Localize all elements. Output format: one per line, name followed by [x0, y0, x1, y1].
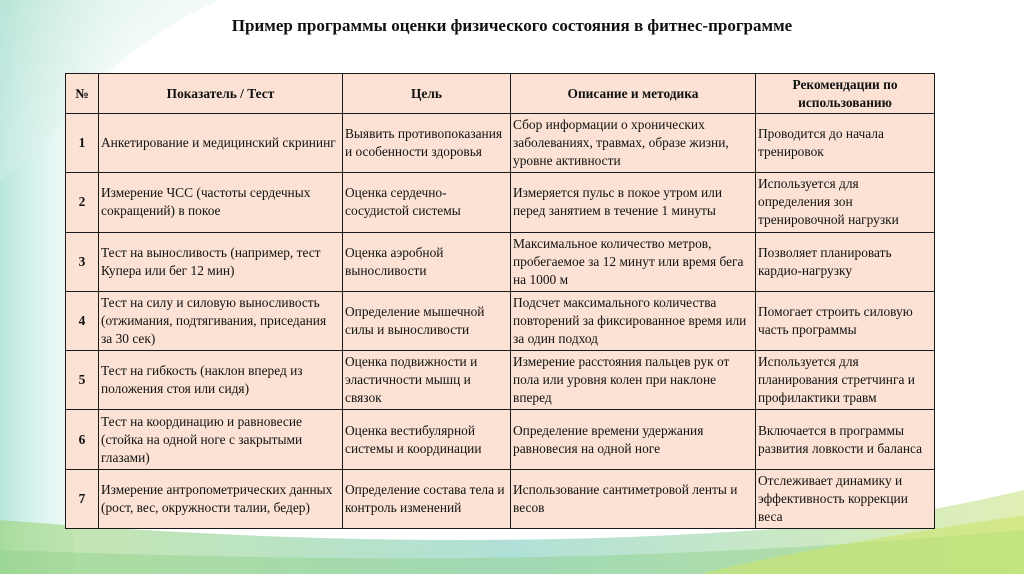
table-row	[66, 351, 935, 410]
table-row	[66, 114, 935, 173]
cell-number: 2	[66, 173, 99, 232]
cell-description: Определение времени удержания равновесия на одной ноге	[511, 410, 756, 469]
cell-description: Подсчет максимального количества повторений за фиксированное время или за один подход	[511, 291, 756, 350]
cell-number: 4	[66, 291, 99, 350]
cell-description: Измерение расстояния пальцев рук от пола или уровня колен при наклоне вперед	[511, 351, 756, 410]
cell-goal: Определение мышечной силы и выносливости	[343, 291, 511, 350]
cell-number: 6	[66, 410, 99, 469]
table-header-row	[66, 74, 935, 114]
cell-recommendation: Используется для определения зон тренировочной нагрузки	[756, 173, 935, 232]
cell-number: 5	[66, 351, 99, 410]
table-row	[66, 232, 935, 291]
table-row	[66, 410, 935, 469]
slide-title: Пример программы оценки физического состояния в фитнес-программе	[231, 16, 793, 35]
cell-recommendation: Включается в программы развития ловкости и баланса	[756, 410, 935, 469]
cell-goal: Определение состава тела и контроль изменений	[343, 469, 511, 528]
cell-goal: Оценка подвижности и эластичности мышц и связок	[343, 351, 511, 410]
cell-description: Измеряется пульс в покое утром или перед занятием в течение 1 минуты	[511, 173, 756, 232]
cell-indicator: Анкетирование и медицинский скрининг	[99, 114, 343, 173]
cell-indicator: Измерение ЧСС (частоты сердечных сокращений) в покое	[99, 173, 343, 232]
table-row	[66, 291, 935, 350]
cell-number: 3	[66, 232, 99, 291]
cell-description: Сбор информации о хронических заболеваниях, травмах, образе жизни, уровне активности	[511, 114, 756, 173]
table-row	[66, 469, 935, 528]
header-goal: Цель	[343, 74, 511, 114]
header-number: №	[66, 74, 99, 114]
cell-goal: Оценка аэробной выносливости	[343, 232, 511, 291]
cell-number: 1	[66, 114, 99, 173]
cell-description: Использование сантиметровой ленты и весов	[511, 469, 756, 528]
table-row	[66, 173, 935, 232]
cell-goal: Оценка сердечно-сосудистой системы	[343, 173, 511, 232]
cell-recommendation: Позволяет планировать кардио-нагрузку	[756, 232, 935, 291]
cell-number: 7	[66, 469, 99, 528]
cell-indicator: Тест на выносливость (например, тест Купера или бег 12 мин)	[99, 232, 343, 291]
header-recommendations: Рекомендации по использованию	[756, 74, 935, 114]
cell-indicator: Тест на силу и силовую выносливость (отжимания, подтягивания, приседания за 30 сек)	[99, 291, 343, 350]
cell-indicator: Тест на гибкость (наклон вперед из положения стоя или сидя)	[99, 351, 343, 410]
header-indicator: Показатель / Тест	[99, 74, 343, 114]
cell-recommendation: Используется для планирования стретчинга и профилактики травм	[756, 351, 935, 410]
cell-indicator: Измерение антропометрических данных (рост, вес, окружности талии, бедер)	[99, 469, 343, 528]
cell-recommendation: Проводится до начала тренировок	[756, 114, 935, 173]
cell-goal: Выявить противопоказания и особенности здоровья	[343, 114, 511, 173]
cell-indicator: Тест на координацию и равновесие (стойка на одной ноге с закрытыми глазами)	[99, 410, 343, 469]
assessment-table	[65, 73, 935, 529]
header-description: Описание и методика	[511, 74, 756, 114]
cell-description: Максимальное количество метров, пробегаемое за 12 минут или время бега на 1000 м	[511, 232, 756, 291]
cell-recommendation: Помогает строить силовую часть программы	[756, 291, 935, 350]
cell-goal: Оценка вестибулярной системы и координации	[343, 410, 511, 469]
cell-recommendation: Отслеживает динамику и эффективность коррекции веса	[756, 469, 935, 528]
